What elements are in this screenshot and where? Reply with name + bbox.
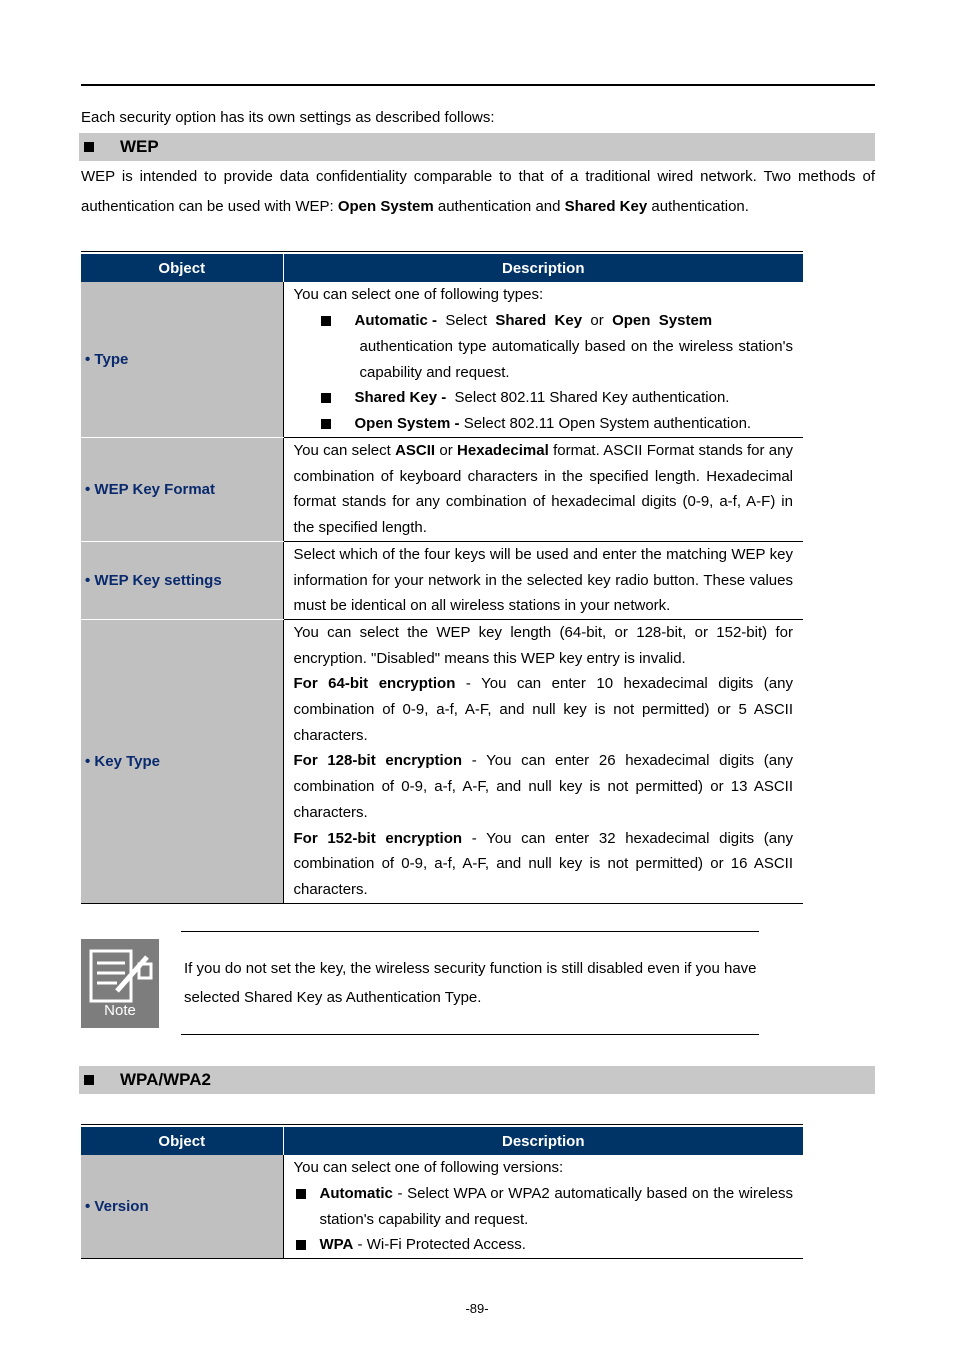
section-header-wep (79, 133, 875, 161)
square-bullet-icon (84, 142, 94, 152)
table-row (81, 438, 803, 542)
wpa-settings-table (81, 1127, 803, 1259)
section-header-wpa (79, 1066, 875, 1094)
object-cell: • WEP Key Format (81, 438, 283, 542)
column-header-object: Object (81, 254, 283, 282)
square-bullet-icon (321, 393, 331, 403)
object-cell: • Key Type (81, 619, 283, 903)
object-cell: • Type (81, 282, 283, 438)
object-label-wep-key-settings: WEP Key settings (94, 571, 222, 589)
table-top-rule (81, 1124, 803, 1125)
intro-text: Each security option has its own settings as described follows: (81, 109, 495, 126)
wep-text: WEP is intended to provide data confidentiality comparable to that of a traditional wired network. Two methods of authentication can be used with WEP: (81, 168, 875, 215)
section-title: WEP (120, 137, 159, 156)
wep-text: authentication. (647, 198, 749, 215)
table-header-row (81, 254, 803, 282)
square-bullet-icon (321, 419, 331, 429)
note-top-rule (181, 931, 759, 932)
object-label-type: Type (94, 351, 129, 368)
wep-shared-key: Shared Key (564, 198, 648, 215)
object-label-wep-key-format: WEP Key Format (94, 480, 216, 498)
object-cell: • WEP Key settings (81, 541, 283, 619)
table-top-rule (81, 251, 803, 252)
description-cell: You can select the WEP key length (64-bit, or 128-bit, or 152-bit) for encryption. "Disabled" means this WEP key entry is invalid. For 64-bit encryption - You can enter 10 hexadecimal digits (any combination of 0-9, a-f, A-F, and null key is not permitted) or 5 ASCII characters. For 128-bit encryption - You can enter 26 hexadecimal digits (any combination of 0-9, a-f, A-F, and null key is not permitted) or 13 ASCII characters. For 152-bit encryption - You can enter 32 hexadecimal digits (any combination of 0-9, a-f, A-F, and null key is not permitted) or 16 ASCII characters. (283, 619, 803, 903)
wep-description (81, 162, 875, 222)
table-row (81, 1155, 803, 1259)
square-bullet-icon (321, 316, 331, 326)
note-icon (81, 939, 159, 1028)
section-title: WPA/WPA2 (120, 1070, 211, 1089)
description-cell (283, 282, 803, 438)
note-label: Note (104, 1002, 136, 1019)
note-text: If you do not set the key, the wireless security function is still disabled even if you have selected Shared Key as Authentication Type. (184, 960, 757, 1006)
column-header-object: Object (81, 1127, 283, 1155)
column-header-description: Description (283, 1127, 803, 1155)
description-cell: Select which of the four keys will be used and enter the matching WEP key information for your network in the selected key radio button. These values must be identical on all wireless stations in your network. (283, 541, 803, 619)
column-header-description: Description (283, 254, 803, 282)
description-cell: You can select ASCII or Hexadecimal format. ASCII Format stands for any combination of keyboard characters in the specified length. Hexadecimal format stands for any combination of hexadecimal digits (0-9, a-f, A-F) in the specified length. (283, 438, 803, 542)
wep-settings-table (81, 254, 803, 904)
list-item: Automatic - Select WPA or WPA2 automatically based on the wireless station's capability and request. (294, 1181, 794, 1232)
object-cell: • Version (81, 1155, 283, 1259)
table-row (81, 541, 803, 619)
object-label-key-type: Key Type (94, 752, 161, 770)
wep-open-system: Open System (337, 198, 434, 215)
header-rule (81, 84, 875, 86)
list-item: Automatic - Select Shared Key or Open System authentication type automatically based on the wireless station's capability and request. (294, 308, 794, 385)
wep-text: authentication and (433, 198, 565, 215)
page-number: -89- (465, 1301, 489, 1316)
table-row (81, 619, 803, 903)
square-bullet-icon (296, 1240, 306, 1250)
table-header-row (81, 1127, 803, 1155)
list-item: Open System - Select 802.11 Open System authentication. (294, 411, 794, 437)
square-bullet-icon (84, 1075, 94, 1085)
object-label-version: Version (94, 1198, 149, 1215)
square-bullet-icon (296, 1189, 306, 1199)
list-item: Shared Key - Select 802.11 Shared Key authentication. (294, 385, 794, 411)
description-cell: You can select one of following versions: Automatic - Select WPA or WPA2 automatically based on the wireless station's capability and request. WPA - Wi-Fi Protected Access. (283, 1155, 803, 1259)
note-bottom-rule (181, 1034, 759, 1035)
list-item: WPA - Wi-Fi Protected Access. (294, 1232, 794, 1258)
desc-intro: You can select one of following types: (293, 286, 544, 304)
table-row (81, 282, 803, 438)
